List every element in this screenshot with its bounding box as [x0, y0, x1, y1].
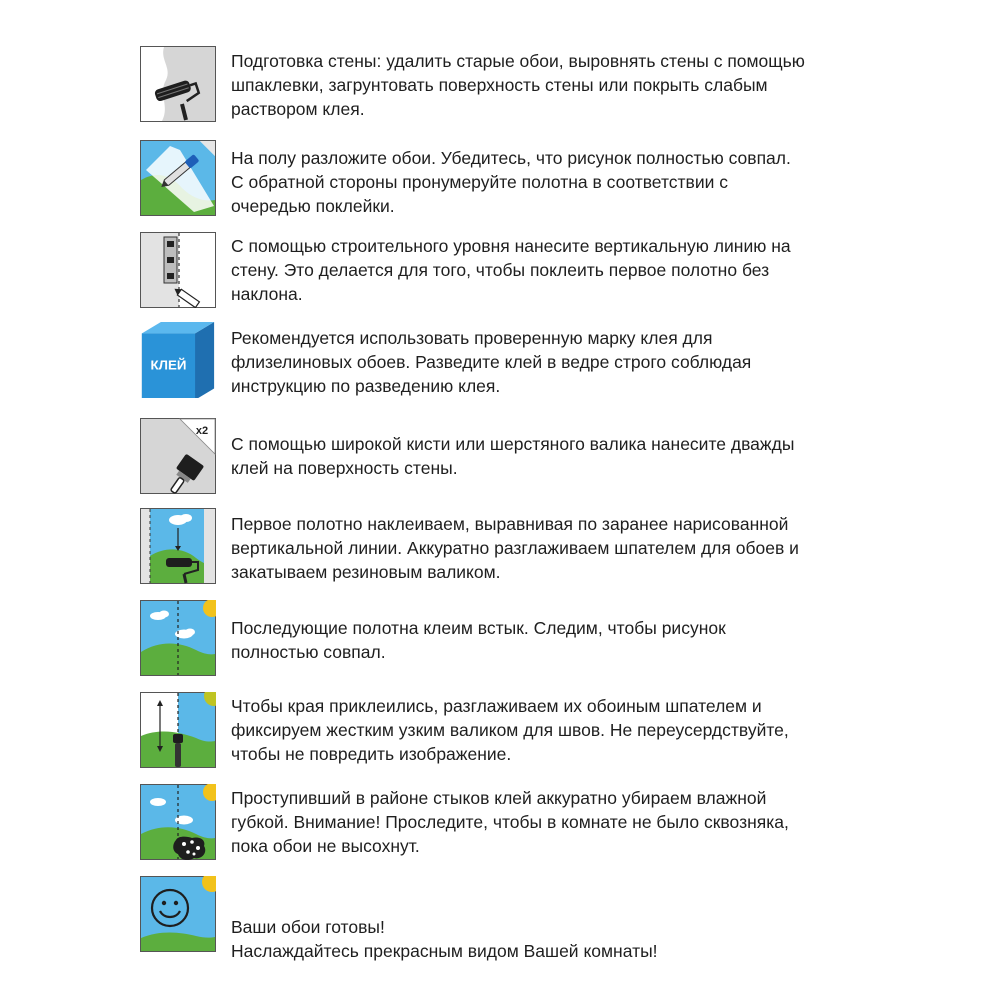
spirit-level-icon: [140, 232, 216, 308]
step-text-line: С помощью широкой кисти или шерстяного валика нанесите дважды: [231, 434, 795, 454]
step-text-line: чтобы не повредить изображение.: [231, 744, 512, 764]
step-text-line: полностью совпал.: [231, 642, 386, 662]
wallpaper-on-floor-icon: [140, 140, 216, 216]
step-text-line: инструкцию по разведению клея.: [231, 376, 501, 396]
smiley-done-icon: [140, 876, 216, 952]
step-text-line: наклона.: [231, 284, 303, 304]
step-text-line: шпаклевки, загрунтовать поверхность стены или покрыть слабым: [231, 75, 768, 95]
step-text-line: флизелиновых обоев. Разведите клей в ведре строго соблюдая: [231, 352, 752, 372]
step-text-line: стену. Это делается для того, чтобы поклеить первое полотно без: [231, 260, 770, 280]
step-text-line: Чтобы края приклеились, разглаживаем их обоиным шпателем и: [231, 696, 762, 716]
step-text-line: Проступивший в районе стыков клей аккуратно убираем влажной: [231, 788, 767, 808]
step-text-line: Ваши обои готовы!: [231, 917, 385, 937]
step-text-line: Наслаждайтесь прекрасным видом Вашей комнаты!: [231, 941, 658, 961]
step-text-line: вертикальной линии. Аккуратно разглаживаем шпателем для обоев и: [231, 538, 799, 558]
step-text-line: Рекомендуется использовать проверенную марку клея для: [231, 328, 713, 348]
step-text-line: фиксируем жестким узким валиком для швов. Не переусердствуйте,: [231, 720, 789, 740]
first-panel-roller-icon: [140, 508, 216, 584]
step-text-line: Подготовка стены: удалить старые обои, выровнять стены с помощью: [231, 51, 805, 71]
step-text-line: Первое полотно наклеиваем, выравнивая по заранее нарисованной: [231, 514, 789, 534]
sponge-icon: [140, 784, 216, 860]
paint-roller-wall-icon: [140, 46, 216, 122]
step-text-line: пока обои не высохнут.: [231, 836, 420, 856]
twice-badge: x2: [195, 425, 209, 437]
step-text-line: клей на поверхность стены.: [231, 458, 458, 478]
step-text-line: С обратной стороны пронумеруйте полотна в соответствии с: [231, 172, 729, 192]
panels-butt-joint-icon: [140, 600, 216, 676]
glue-box-icon: [140, 322, 216, 398]
step-text-line: раствором клея.: [231, 99, 365, 119]
step-text-line: очередью поклейки.: [231, 196, 395, 216]
seam-roller-icon: [140, 692, 216, 768]
glue-box-label: КЛЕЙ: [150, 357, 187, 373]
step-text-line: губкой. Внимание! Проследите, чтобы в комнате не было сквозняка,: [231, 812, 789, 832]
brush-twice-icon: [140, 418, 216, 494]
step-text-line: закатываем резиновым валиком.: [231, 562, 501, 582]
step-text-line: Последующие полотна клеим встык. Следим, чтобы рисунок: [231, 618, 726, 638]
step-text-line: С помощью строительного уровня нанесите вертикальную линию на: [231, 236, 791, 256]
step-text-line: На полу разложите обои. Убедитесь, что рисунок полностью совпал.: [231, 148, 791, 168]
